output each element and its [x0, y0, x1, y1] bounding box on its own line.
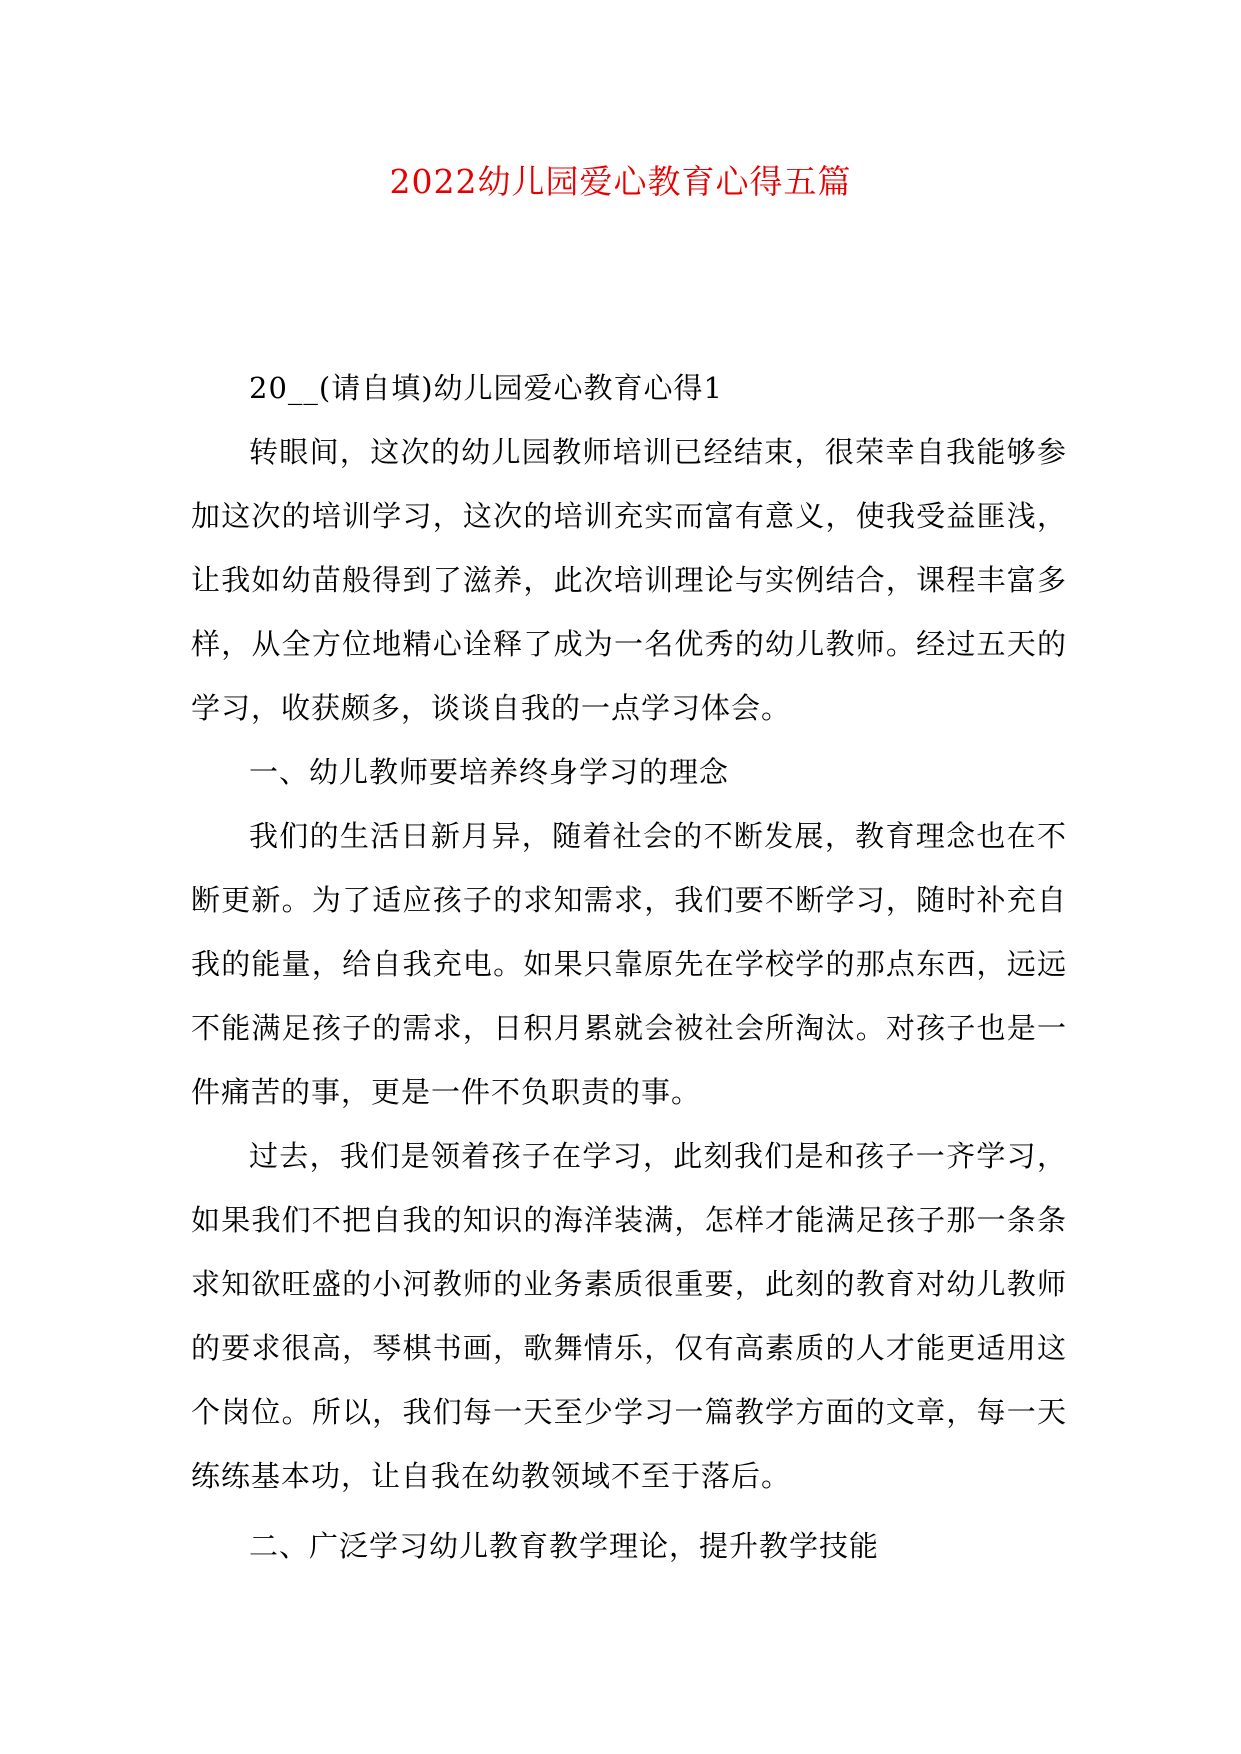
- document-title: 2022幼儿园爱心教育心得五篇: [389, 162, 852, 201]
- body-paragraph: 过去，我们是领着孩子在学习，此刻我们是和孩子一齐学习，如果我们不把自我的知识的海洋装满，怎样才能满足孩子那一条条求知欲旺盛的小河教师的业务素质很重要，此刻的教育对幼儿教师的要求很高，琴棋书画，歌舞情乐，仅有高素质的人才能更适用这个岗位。所以，我们每一天至少学习一篇教学方面的文章，每一天练练基本功，让自我在幼教领域不至于落后。: [191, 1139, 1067, 1493]
- section-heading: 20__(请自填)幼儿园爱心教育心得1: [249, 371, 723, 405]
- section-heading: 一、幼儿教师要培养终身学习的理念: [249, 755, 730, 789]
- section-heading: 二、广泛学习幼儿教育教学理论，提升教学技能: [249, 1529, 880, 1563]
- body-paragraph: 转眼间，这次的幼儿园教师培训已经结束，很荣幸自我能够参加这次的培训学习，这次的培训充实而富有意义，使我受益匪浅，让我如幼苗般得到了滋养，此次培训理论与实例结合，课程丰富多样，从全方位地精心诠释了成为一名优秀的幼儿教师。经过五天的学习，收获颇多，谈谈自我的一点学习体会。: [191, 435, 1067, 725]
- document-body: [191, 356, 1067, 1578]
- body-paragraph: 我们的生活日新月异，随着社会的不断发展，教育理念也在不断更新。为了适应孩子的求知需求，我们要不断学习，随时补充自我的能量，给自我充电。如果只靠原先在学校学的那点东西，远远不能满足孩子的需求，日积月累就会被社会所淘汰。对孩子也是一件痛苦的事，更是一件不负职责的事。: [191, 819, 1067, 1109]
